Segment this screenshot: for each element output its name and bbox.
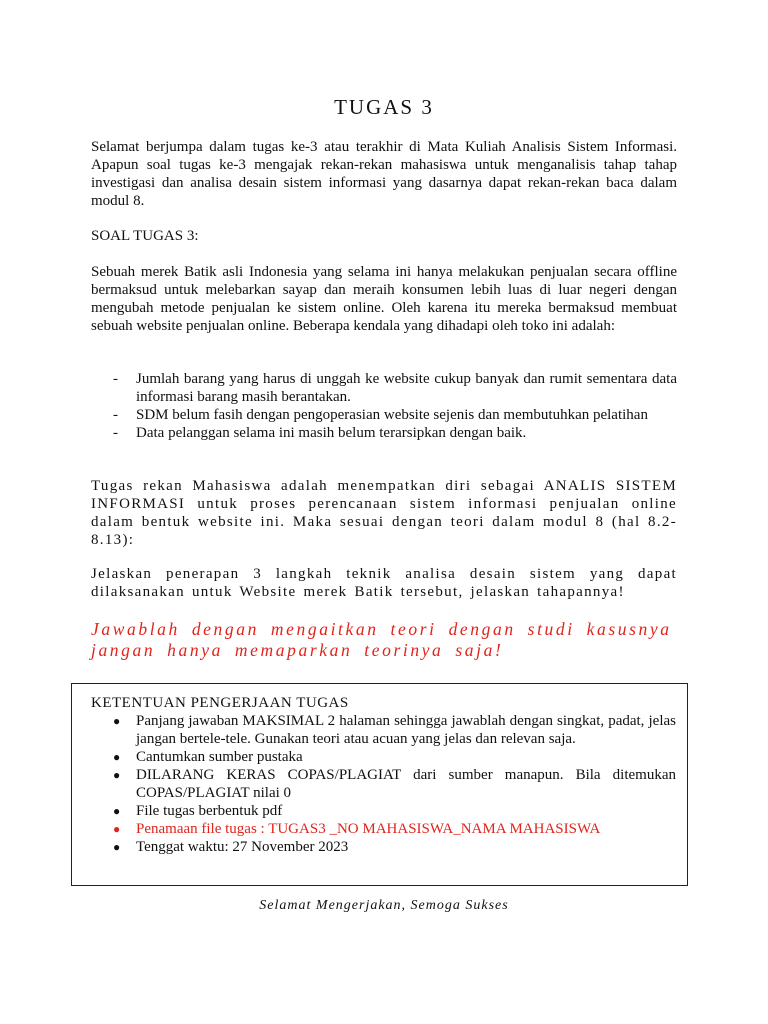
bullet-icon: ●: [113, 714, 121, 728]
bullet-icon: ●: [113, 822, 121, 836]
constraint-item: [91, 370, 677, 406]
constraint-text: SDM belum fasih dengan pengoperasian website sejenis dan membutuhkan pelatihan: [136, 407, 648, 423]
rule-text: File tugas berbentuk pdf: [136, 803, 283, 819]
rules-box: [71, 683, 688, 886]
rule-text: Panjang jawaban MAKSIMAL 2 halaman sehingga jawablah dengan singkat, padat, jelas jangan bertele-tele. Gunakan teori atau acuan yang jelas dan relevan saja.: [136, 713, 676, 747]
question-paragraph: Jelaskan penerapan 3 langkah teknik analisa desain sistem yang dapat dilaksanakan untuk Website merek Batik tersebut, jelaskan tahapannya!: [91, 566, 677, 600]
bullet-icon: ●: [113, 750, 121, 764]
constraint-text: Data pelanggan selama ini masih belum terarsipkan dengan baik.: [136, 425, 527, 441]
dash-marker: -: [113, 407, 118, 423]
constraint-list: [91, 370, 677, 442]
rule-text: Cantumkan sumber pustaka: [136, 749, 303, 765]
constraint-item: [91, 406, 677, 424]
case-paragraph: Sebuah merek Batik asli Indonesia yang selama ini hanya melakukan penjualan secara offline bermaksud untuk melebarkan sayap dan meraih konsumen lebih luas di luar negeri dengan mengubah metode penjualan ke sistem online. Oleh karena itu mereka bermaksud membuat sebuah website penjualan online. Beberapa kendala yang dihadapi oleh toko ini adalah:: [91, 264, 677, 334]
bullet-icon: ●: [113, 840, 121, 854]
rule-text: Penamaan file tugas : TUGAS3 _NO MAHASISWA_NAMA MAHASISWA: [136, 821, 601, 837]
page-title: TUGAS 3: [334, 95, 434, 119]
intro-paragraph: Selamat berjumpa dalam tugas ke-3 atau terakhir di Mata Kuliah Analisis Sistem Informasi. Apapun soal tugas ke-3 mengajak rekan-rekan mahasiswa untuk menganalisis tahap tahap investigasi dan analisa desain sistem informasi yang dasarnya dapat rekan-rekan baca dalam modul 8.: [91, 139, 677, 209]
red-instruction-note: Jawablah dengan mengaitkan teori dengan studi kasusnya jangan hanya memaparkan teorinya saja!: [91, 619, 672, 660]
dash-marker: -: [113, 371, 118, 387]
rule-item: [110, 838, 676, 856]
rules-heading: KETENTUAN PENGERJAAN TUGAS: [91, 695, 349, 711]
rule-text: DILARANG KERAS COPAS/PLAGIAT dari sumber manapun. Bila ditemukan COPAS/PLAGIAT nilai 0: [136, 767, 676, 801]
closing-line: Selamat Mengerjakan, Semoga Sukses: [259, 898, 509, 913]
constraint-item: [91, 424, 677, 442]
rule-item: [110, 748, 676, 766]
rule-item: [110, 802, 676, 820]
dash-marker: -: [113, 425, 118, 441]
task-paragraph: Tugas rekan Mahasiswa adalah menempatkan diri sebagai ANALIS SISTEM INFORMASI untuk proses perencanaan sistem informasi penjualan online dalam bentuk website ini. Maka sesuai dengan teori dalam modul 8 (hal 8.2-8.13):: [91, 478, 677, 548]
bullet-icon: ●: [113, 804, 121, 818]
rule-item: [110, 766, 676, 802]
rule-text: Tenggat waktu: 27 November 2023: [136, 839, 349, 855]
rule-item: [110, 820, 676, 838]
rules-list: [110, 712, 676, 856]
constraint-text: Jumlah barang yang harus di unggah ke website cukup banyak dan rumit sementara data informasi barang masih berantakan.: [136, 371, 677, 405]
bullet-icon: ●: [113, 768, 121, 782]
soal-heading: SOAL TUGAS 3:: [91, 228, 199, 244]
rule-item: [110, 712, 676, 748]
